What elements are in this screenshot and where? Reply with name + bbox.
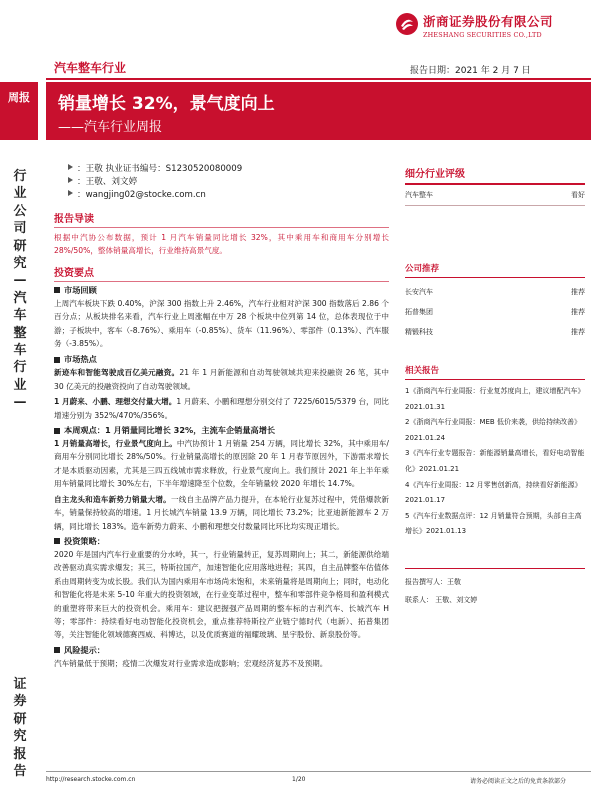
- main-content: [54, 210, 389, 670]
- side-label-top: 行业公司研究—汽车整车行业—: [13, 169, 27, 411]
- side-label-bottom: 证券研究报告: [13, 677, 27, 780]
- related-item[interactable]: 2《浙商汽车行业周报：MEB 低价来袭，供给持续改善》2021.01.24: [405, 418, 581, 442]
- analyst-line-1: [68, 163, 242, 175]
- square-bullet-icon: [54, 647, 60, 653]
- triangle-icon: [68, 177, 73, 183]
- divider: [54, 227, 389, 228]
- company-name-en: ZHESHANG SECURITIES CO.,LTD: [423, 31, 542, 39]
- header-rule: [46, 78, 591, 80]
- divider: [405, 205, 585, 206]
- report-title: 销量增长 32%，景气度向上: [58, 94, 275, 114]
- related-title: 相关报告: [405, 366, 440, 376]
- related-rule: [405, 379, 585, 380]
- recommend-row: 拓普集团 推荐: [405, 308, 585, 316]
- analyst-line-3: [68, 189, 206, 201]
- footer-rule: [46, 771, 591, 772]
- recommend-row: 精锻科技 推荐: [405, 328, 585, 336]
- analyst-email[interactable]: ：wangjing02@stocke.com.cn: [77, 190, 206, 200]
- footer-page: 1/20: [292, 776, 306, 783]
- recommend-row: 长安汽车 推荐: [405, 288, 585, 296]
- contact-person: 联系人： 王敬、刘文婷: [405, 595, 478, 604]
- hot-heading: 市场热点: [54, 354, 389, 365]
- square-bullet-icon: [54, 538, 60, 544]
- related-item[interactable]: 4《汽车行业周报：12 月零售创新高，持续看好新能源》2021.01.17: [405, 480, 582, 505]
- analyst-names: ：王敬、刘文婷: [77, 177, 138, 187]
- company-logo-icon: [395, 12, 419, 36]
- review-heading: 市场回顾: [54, 285, 389, 296]
- hot-paragraph-1: 新迹车和智能驾驶成百亿美元融资。21 年 1 月新能源和自动驾驶领域共迎来投融资 26 笔，其中 30 亿美元的投融资投向了自动驾驶领域。: [54, 368, 389, 391]
- contact-section: [405, 568, 585, 608]
- advice-text: 2020 年是国内汽车行业重要的分水岭，其一，行业销量转正，复苏周期向上；其二，新能源供给端改善驱动真实需求爆发；其三，特斯拉国产，加速智能化应用落地进程；其四，自主品牌整车估值体系由周期转变为成长股。我们认为国内乘用车市场尚未饱和，未来销量将是周期向上；同时，电动化和智能化将是未来 5-10 年重大的投资领域，在行业变革过程中，整车和零部件竞争格局和盈利模式的重塑将带来巨大的投资机会。乘用车：建议把握强产品周期的整车标的吉利汽车、长城汽车 H 等；零部件：持续看好电动智能化投资机会，重点推荐特斯拉产业链宁德时代（电新）、拓普集团等，关注智能化领域德赛西威、科博达，以及优质赛道的福耀玻璃、星宇股份、新泉股份等。: [54, 549, 389, 640]
- related-section: [405, 364, 585, 540]
- divider: [54, 281, 389, 282]
- risk-heading: 风险提示：: [54, 645, 389, 656]
- guide-heading: 报告导读: [54, 214, 94, 225]
- rating-row: 汽车整车 看好: [405, 191, 585, 199]
- recommend-rule: [405, 277, 585, 278]
- report-date: 报告日期：2021 年 2 月 7 日: [410, 66, 531, 76]
- rating-title: 细分行业评级: [405, 169, 465, 180]
- report-author: 报告撰写人：王敬: [405, 578, 461, 586]
- focus-paragraph-2: 自主龙头和造车新势力销量大增。一线自主品牌产品力提升，在本轮行业复苏过程中，凭借爆款新车，销量保持较高的增速。1 月长城汽车销量 13.9 万辆，同比增长 73.2%；比亚迪新能源车 2 万辆，同比增长 183%。造车新势力蔚来、小鹏和理想交付数量同比环比均实现正增长。: [54, 494, 390, 531]
- report-type-label: 周报: [8, 91, 30, 104]
- rating-section: [405, 165, 585, 206]
- footer-url[interactable]: http://research.stocke.com.cn: [46, 776, 136, 783]
- risk-text: 汽车销量低于预期；疫情二次爆发对行业需求造成影响；宏观经济复苏不及预期。: [54, 658, 328, 668]
- report-subtitle: ——汽车行业周报: [58, 120, 163, 135]
- footer-disclaimer: 请务必阅读正文之后的免责条款部分: [470, 778, 567, 785]
- recommend-section: [405, 262, 585, 342]
- review-text: 上周汽车板块下跌 0.40%，沪深 300 指数上升 2.46%，汽车行业相对沪深 300 指数落后 2.86 个百分点；从板块排名来看，汽车行业上周涨幅在中万 28 个板块中位列第 14 位，总体表现位于中游；子板块中，客车（-8.76%）、乘用车（-0.85%）、货车（11.96%）、零部件（0.13%）、汽车服务（-3.85%）。: [54, 298, 389, 349]
- focus-paragraph-1: 1 月销量高增长，行业景气度向上。中汽协预计 1 月销量 254 万辆，同比增长 32%，其中乘用车/商用车分别同比增长 28%/50%。行业销量高增长的原因除 20 年 1 月春节原因外，下游需求增长才是本质驱动因素，尤其是三四五线城市需求释放，行业景气度向上。我们预计 2021 年上半年乘用车销量同比增长 30%左右，下半年增速降至个位数，全年销量较 2020 年增长 14.7%。: [54, 439, 389, 489]
- square-bullet-icon: [54, 428, 60, 434]
- advice-heading: 投资策略：: [54, 536, 389, 547]
- triangle-icon: [68, 164, 73, 170]
- divider: [405, 568, 585, 569]
- triangle-icon: [68, 190, 73, 196]
- rating-rule: [405, 183, 585, 185]
- recommend-title: 公司推荐: [405, 264, 440, 274]
- industry-label: 汽车整车行业: [54, 61, 127, 75]
- related-item[interactable]: 1《浙商汽车行业周报：行业复苏度向上，建议增配汽车》2021.01.31: [405, 387, 585, 411]
- report-type-tab: [0, 82, 38, 140]
- points-heading: 投资要点: [54, 267, 94, 279]
- guide-text: 根据中汽协公布数据，预计 1 月汽车销量同比增长 32%，其中乘用车和商用车分别增长 28%/50%，整体销量高增长，行业维持高景气度。: [54, 233, 389, 256]
- related-item[interactable]: 5《汽车行业数据点评：12 月销量符合预期，头部自主高增长》2021.01.13: [405, 511, 582, 536]
- company-name-cn: 浙商证券股份有限公司: [423, 14, 554, 29]
- analyst-line-2: [68, 176, 137, 188]
- analyst-license: ：王敬 执业证书编号：S1230520080009: [77, 164, 243, 174]
- square-bullet-icon: [54, 287, 60, 293]
- square-bullet-icon: [54, 357, 60, 363]
- hot-paragraph-2: 1 月蔚来、小鹏、理想交付量大增。1 月蔚来、小鹏和理想分别交付了 7225/6015/5379 台，同比增速分别为 352%/470%/356%。: [54, 397, 389, 420]
- focus-heading: 本周观点：1 月销量同比增长 32%，主流车企销量高增长: [54, 425, 389, 436]
- related-item[interactable]: 3《汽车行业专题报告：新能源销量高增长，看好电动智能化》2021.01.21: [405, 449, 585, 473]
